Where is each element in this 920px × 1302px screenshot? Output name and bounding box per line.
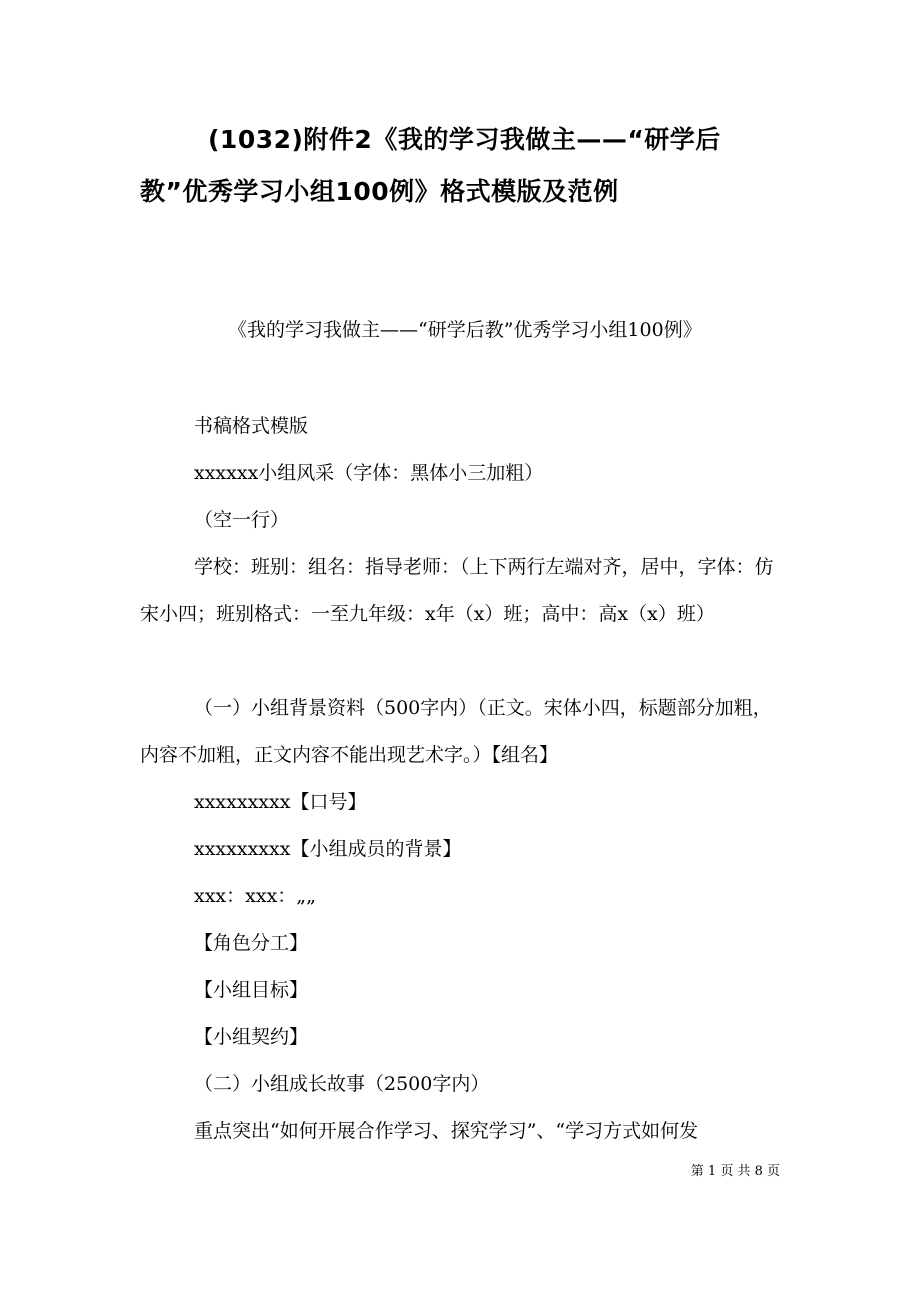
paragraph-member-list: xxx：xxx：„„ — [194, 885, 316, 907]
paragraph-blank-line: （空一行） — [194, 509, 290, 531]
paragraph-focus-note: 重点突出“如何开展合作学习、探究学习”、“学习方式如何发 — [194, 1120, 699, 1142]
paragraph-school-info: 学校：班别：组名：指导老师：（上下两行左端对齐，居中，字体：仿宋小四；班别格式：一至九年级：x年（x）班；高中：高x（x）班） — [140, 556, 774, 625]
paragraph-section-two: （二）小组成长故事（2500字内） — [194, 1073, 490, 1095]
paragraph-group-goal: 【小组目标】 — [194, 979, 309, 1001]
document-subtitle: 《我的学习我做主——“研学后教”优秀学习小组100例》 — [228, 319, 702, 341]
paragraph-group-style: xxxxxx小组风采（字体：黑体小三加粗） — [194, 462, 544, 484]
paragraph-member-background: xxxxxxxxx【小组成员的背景】 — [194, 838, 462, 860]
document-title: (1032)附件2《我的学习我做主——“研学后教”优秀学习小组100例》格式模版及范例 — [140, 125, 721, 206]
paragraph-role-division: 【角色分工】 — [194, 932, 309, 954]
paragraph-template-heading: 书稿格式模版 — [194, 415, 309, 437]
paragraph-section-one: （一）小组背景资料（500字内）（正文。宋体小四，标题部分加粗，内容不加粗，正文内容不能出现艺术字。）【组名】 — [140, 697, 772, 766]
paragraph-group-contract: 【小组契约】 — [194, 1026, 309, 1048]
paragraph-slogan: xxxxxxxxx【口号】 — [194, 791, 367, 813]
page-footer: 第 1 页 共 8 页 — [690, 1164, 780, 1179]
